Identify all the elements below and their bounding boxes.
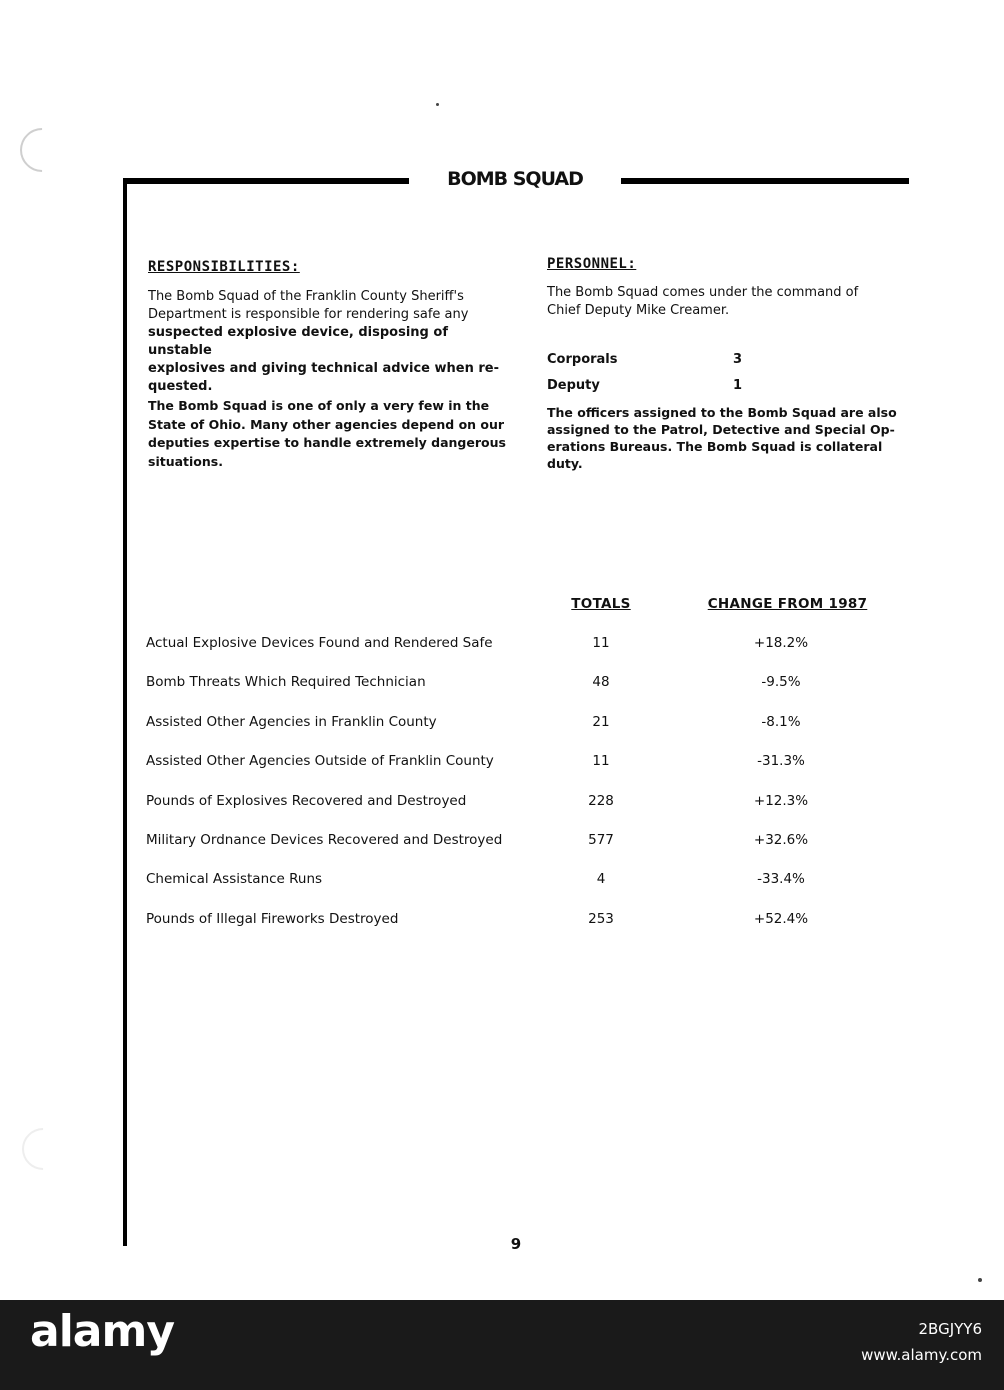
stat-label: Actual Explosive Devices Found and Rendered Safe — [146, 635, 493, 651]
stat-change: -9.5% — [761, 674, 801, 690]
staff-count: 3 — [733, 352, 743, 367]
responsibilities-paragraph-2 — [148, 397, 508, 471]
margin-rule — [123, 178, 127, 1246]
text-line: duty. — [547, 456, 583, 471]
table-row — [146, 674, 906, 694]
binder-hole-top — [11, 119, 73, 181]
table-row — [146, 635, 906, 655]
stat-total: 48 — [592, 674, 610, 690]
stat-change: -31.3% — [757, 753, 805, 769]
text-line: situations. — [148, 453, 223, 469]
table-row — [146, 714, 906, 734]
text-line: erations Bureaus. The Bomb Squad is collateral — [547, 439, 883, 454]
stat-label: Bomb Threats Which Required Technician — [146, 674, 426, 690]
stat-total: 11 — [592, 753, 610, 769]
stat-change: -33.4% — [757, 871, 805, 887]
text-line: explosives and giving technical advice when re- — [148, 361, 499, 376]
watermark-brand: alamy — [30, 1306, 174, 1357]
text-line: The Bomb Squad of the Franklin County Sheriff's — [148, 289, 464, 304]
stat-label: Military Ordnance Devices Recovered and Destroyed — [146, 832, 503, 848]
text-line: The Bomb Squad is one of only a very few in the — [148, 398, 490, 413]
scan-speck — [436, 103, 439, 106]
personnel-note — [547, 404, 907, 472]
binder-hole-bottom — [13, 1119, 72, 1178]
responsibilities-paragraph-1 — [148, 288, 508, 396]
text-line: deputies expertise to handle extremely dangerous — [148, 435, 506, 450]
staff-count: 1 — [733, 378, 743, 393]
stat-total: 228 — [588, 793, 614, 809]
staff-rank: Corporals — [547, 352, 618, 367]
table-row — [146, 871, 906, 891]
title-rule-left — [123, 178, 409, 184]
text-line: Department is responsible for rendering safe any — [148, 307, 469, 322]
totals-column-header: TOTALS — [571, 596, 631, 612]
table-row — [146, 753, 906, 773]
scan-speck — [978, 1278, 982, 1282]
stat-label: Assisted Other Agencies in Franklin County — [146, 714, 437, 730]
stat-change: +12.3% — [753, 793, 809, 809]
text-line: The Bomb Squad comes under the command of — [547, 285, 859, 300]
stat-total: 11 — [592, 635, 610, 651]
staff-rank: Deputy — [547, 378, 600, 393]
stat-total: 577 — [588, 832, 614, 848]
personnel-heading: PERSONNEL: — [547, 256, 637, 272]
text-line: quested. — [148, 379, 213, 394]
stat-label: Assisted Other Agencies Outside of Franklin County — [146, 753, 494, 769]
stat-total: 4 — [596, 871, 606, 887]
stat-change: +18.2% — [753, 635, 809, 651]
text-line: State of Ohio. Many other agencies depend on our — [148, 416, 505, 432]
stat-total: 253 — [588, 911, 614, 927]
watermark-image-code: 2BGJYY6 — [918, 1320, 982, 1338]
title-rule-right — [621, 178, 909, 184]
text-line: The officers assigned to the Bomb Squad are also — [547, 405, 897, 420]
text-line: Chief Deputy Mike Creamer. — [547, 303, 730, 318]
stat-label: Chemical Assistance Runs — [146, 871, 323, 887]
text-line: assigned to the Patrol, Detective and Special Op- — [547, 422, 895, 437]
change-column-header: CHANGE FROM 1987 — [707, 596, 868, 612]
stat-change: +52.4% — [753, 911, 809, 927]
stat-change: +32.6% — [753, 832, 809, 848]
stat-total: 21 — [592, 714, 610, 730]
table-row — [146, 793, 906, 813]
stat-change: -8.1% — [761, 714, 801, 730]
table-row — [146, 911, 906, 931]
table-row — [146, 832, 906, 852]
stat-label: Pounds of Illegal Fireworks Destroyed — [146, 911, 399, 927]
page-number: 9 — [510, 1235, 522, 1253]
page-title: BOMB SQUAD — [447, 168, 583, 190]
personnel-intro — [547, 284, 897, 320]
watermark-url: www.alamy.com — [861, 1346, 982, 1364]
responsibilities-heading: RESPONSIBILITIES: — [148, 259, 300, 275]
text-line: suspected explosive device, disposing of unstable — [148, 325, 448, 358]
stat-label: Pounds of Explosives Recovered and Destroyed — [146, 793, 467, 809]
